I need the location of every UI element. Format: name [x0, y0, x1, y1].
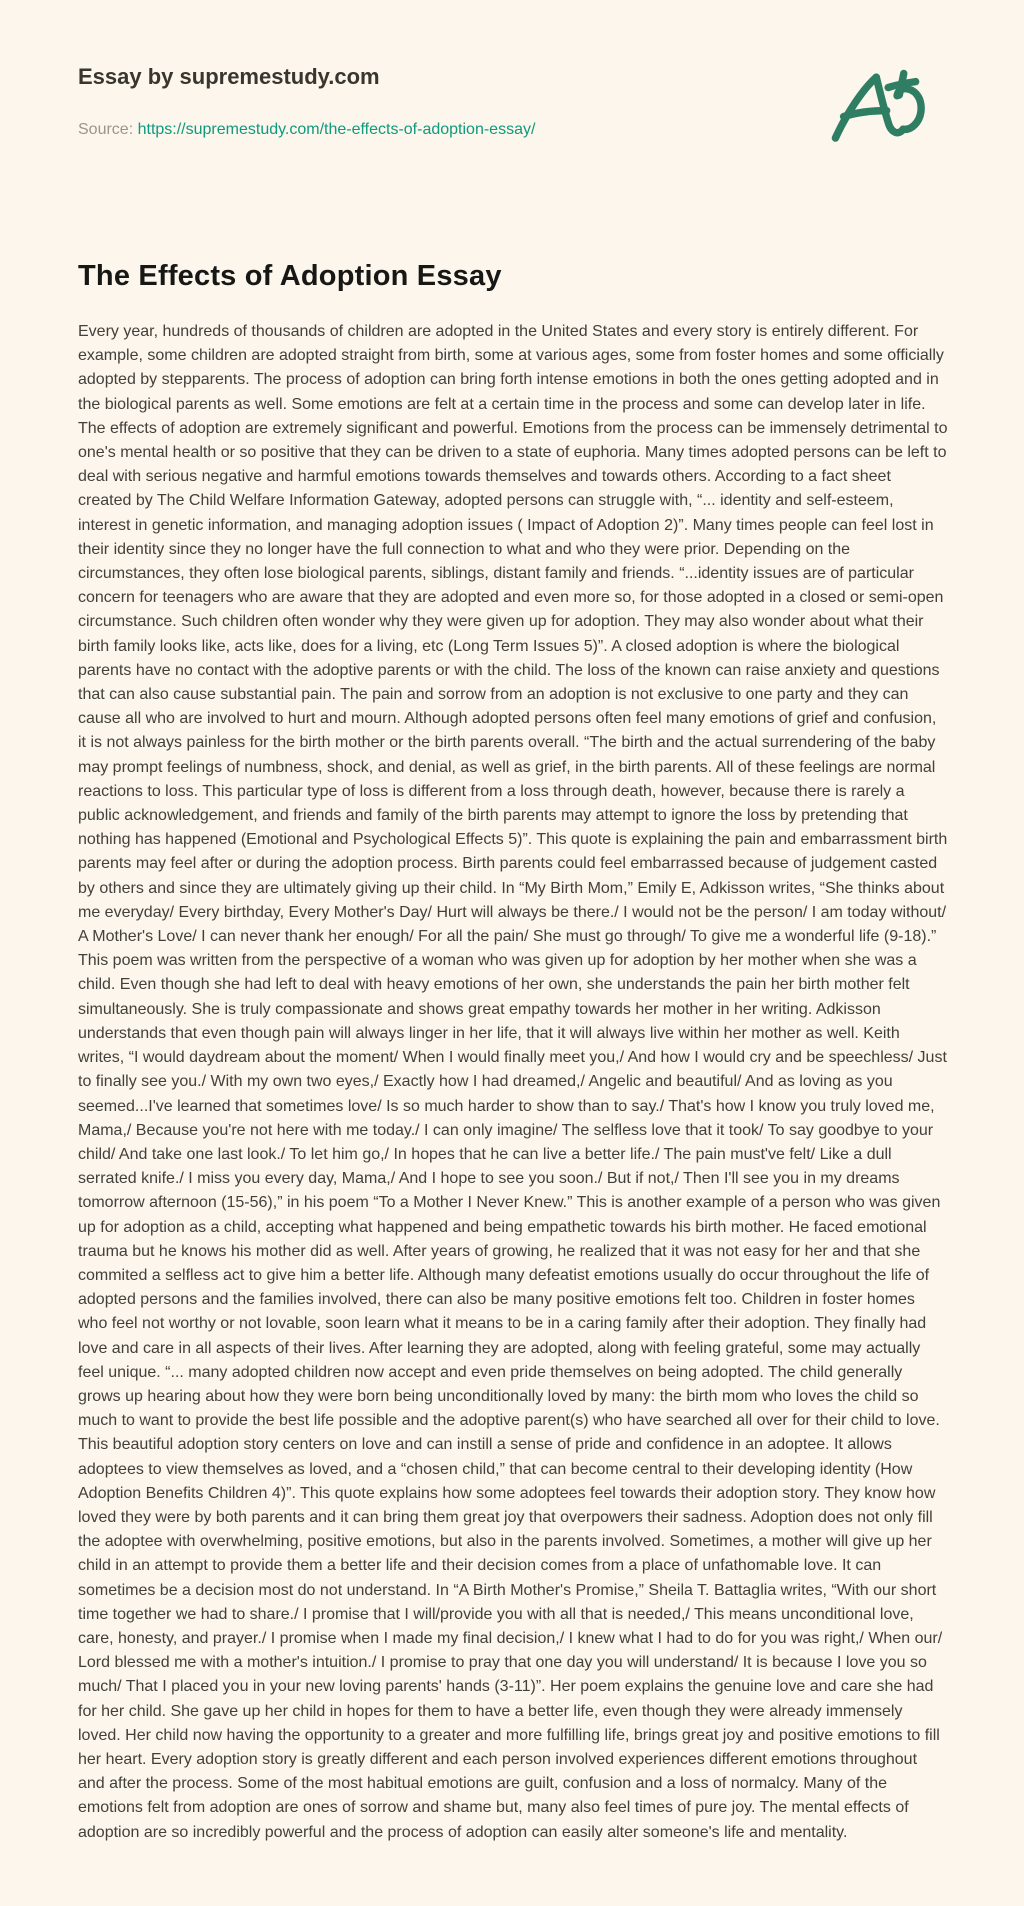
essay-title: The Effects of Adoption Essay [78, 260, 502, 292]
essay-body: Every year, hundreds of thousands of children are adopted in the United States and every story is entirely different. For example, some children are adopted straight from birth, some at various ages, some from foster homes and some officially adopted by stepparents. The process of adoption can bring forth intense emotions in both the ones getting adopted and in the biological parents as well. Some emotions are felt at a certain time in the process and some can develop later in life. The effects of adoption are extremely significant and powerful. Emotions from the process can be immensely detrimental to one's mental health or so positive that they can be driven to a state of euphoria. Many times adopted persons can be left to deal with serious negative and harmful emotions towards themselves and towards others. According to a fact sheet created by The Child Welfare Information Gateway, adopted persons can struggle with, “... identity and self-esteem, interest in genetic information, and managing adoption issues ( Impact of Adoption 2)”. Many times people can feel lost in their identity since they no longer have the full connection to what and who they were prior. Depending on the circumstances, they often lose biological parents, siblings, distant family and friends. “...identity issues are of particular concern for teenagers who are aware that they are adopted and even more so, for those adopted in a closed or semi-open circumstance. Such children often wonder why they were given up for adoption. They may also wonder about what their birth family looks like, acts like, does for a living, etc (Long Term Issues 5)”. A closed adoption is where the biological parents have no contact with the adoptive parents or with the child. The loss of the known can raise anxiety and questions that can also cause substantial pain. The pain and sorrow from an adoption is not exclusive to one party and they can cause all who are involved to hurt and mourn. Although adopted persons often feel many emotions of grief and confusion, it is not always painless for the birth mother or the birth parents overall. “The birth and the actual surrendering of the baby may prompt feelings of numbness, shock, and denial, as well as grief, in the birth parents. All of these feelings are normal reactions to loss. This particular type of loss is different from a loss through death, however, because there is rarely a public acknowledgement, and friends and family of the birth parents may attempt to ignore the loss by pretending that nothing has happened (Emotional and Psychological Effects 5)”. This quote is explaining the pain and embarrassment birth parents may feel after or during the adoption process. Birth parents could feel embarrassed because of judgement casted by others and since they are ultimately giving up their child. In “My Birth Mom,” Emily E, Adkisson writes, “She thinks about me everyday/ Every birthday, Every Mother's Day/ Hurt will always be there./ I would not be the person/ I am today without/ A Mother's Love/ I can never thank her enough/ For all the pain/ She must go through/ To give me a wonderful life (9-18).” This poem was written from the perspective of a woman who was given up for adoption by her mother when she was a child. Even though she had left to deal with heavy emotions of her own, she understands the pain her birth mother felt simultaneously. She is truly compassionate and shows great empathy towards her mother in her writing. Adkisson understands that even though pain will always linger in her life, that it will always live within her mother as well. Keith writes, “I would daydream about the moment/ When I would finally meet you,/ And how I would cry and be speechless/ Just to finally see you./ With my own two eyes,/ Exactly how I had dreamed,/ Angelic and beautiful/ And as loving as you seemed...I've learned that sometimes love/ Is so much harder to show than to say./ That's how I know you truly loved me, Mama,/ Because you're not here with me today./ I can only imagine/ The selfless love that it took/ To say goodbye to your child/ And take one last look./ To let him go,/ In hopes that he can live a better life./ The pain must've felt/ Like a dull serrated knife./ I miss you every day, Mama,/ And I hope to see you soon./ But if not,/ Then I'll see you in my dreams tomorrow afternoon (15-56),” in his poem “To a Mother I Never Knew.” This is another example of a person who was given up for adoption as a child, accepting what happened and being empathetic towards his birth mother. He faced emotional trauma but he knows his mother did as well. After years of growing, he realized that it was not easy for her and that she commited a selfless act to give him a better life. Although many defeatist emotions usually do occur throughout the life of adopted persons and the families involved, there can also be many positive emotions felt too. Children in foster homes who feel not worthy or not lovable, soon learn what it means to be in a caring family after their adoption. They finally had love and care in all aspects of their lives. After learning they are adopted, along with feeling grateful, some may actually feel unique. “... many adopted children now accept and even pride themselves on being adopted. The child generally grows up hearing about how they were born being unconditionally loved by many: the birth mom who loves the child so much to want to provide the best life possible and the adoptive parent(s) who have searched all over for their child to love. This beautiful adoption story centers on love and can instill a sense of pride and confidence in an adoptee. It allows adoptees to view themselves as loved, and a “chosen child,” that can become central to their developing identity (How Adoption Benefits Children 4)”. This quote explains how some adoptees feel towards their adoption story. They know how loved they were by both parents and it can bring them great joy that overpowers their sadness. Adoption does not only fill the adoptee with overwhelming, positive emotions, but also in the parents involved. Sometimes, a mother will give up her child in an attempt to provide them a better life and their decision comes from a place of unfathomable love. It can sometimes be a decision most do not understand. In “A Birth Mother's Promise,” Sheila T. Battaglia writes, “With our short time together we had to share./ I promise that I will/provide you with all that is needed,/ This means unconditional love, care, honesty, and prayer./ I promise when I made my final decision,/ I knew what I had to do for you was right,/ When our/ Lord blessed me with a mother's intuition./ I promise to pray that one day you will understand/ It is because I love you so much/ That I placed you in your new loving parents' hands (3-11)”. Her poem explains the genuine love and care she had for her child. She gave up her child in hopes for them to have a better life, even though they were already immensely loved. Her child now having the opportunity to a greater and more fulfilling life, brings great joy and positive emotions to fill her heart. Every adoption story is greatly different and each person involved experiences different emotions throughout and after the process. Some of the most habitual emotions are guilt, confusion and a loss of normalcy. Many of the emotions felt from adoption are ones of sorrow and shame but, many also feel times of pure joy. The mental effects of adoption are so incredibly powerful and the process of adoption can easily alter someone's life and mentality. [78, 323, 948, 1841]
source-link[interactable]: https://supremestudy.com/the-effects-of-adoption-essay/ [137, 121, 536, 138]
a-plus-logo-icon [828, 58, 932, 158]
source-line [78, 118, 948, 142]
document-subject: Essay by supremestudy.com [78, 64, 380, 89]
source-label: Source: [78, 121, 134, 138]
